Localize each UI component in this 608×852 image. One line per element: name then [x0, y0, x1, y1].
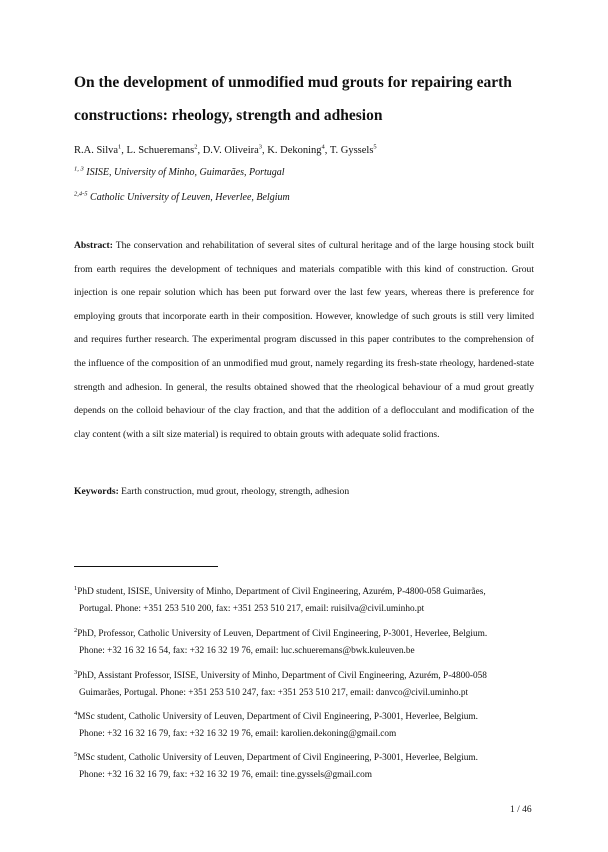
- footnote-line: Phone: +32 16 32 16 79, fax: +32 16 32 19 76, email: tine.gyssels@gmail.com: [79, 770, 373, 780]
- footnote-line: PhD student, ISISE, University of Minho, Department of Civil Engineering, Azurém, P-4800-058 Guimarães,: [77, 587, 486, 597]
- footnote-sup: 3: [74, 668, 78, 676]
- affiliation-sup: 2,4-5: [74, 190, 88, 198]
- affiliation-minho: [74, 167, 285, 178]
- footnote-line: Phone: +32 16 32 16 54, fax: +32 16 32 19 76, email: luc.schueremans@bwk.kuleuven.be: [79, 646, 415, 656]
- footnote-line: Portugal. Phone: +351 253 510 200, fax: +351 253 510 217, email: ruisilva@civil.uminho.pt: [79, 604, 425, 614]
- footnote-line: MSc student, Catholic University of Leuven, Department of Civil Engineering, P-3001, Heverlee, Belgium.: [77, 753, 478, 763]
- author-sup: 3: [258, 143, 263, 151]
- author-sup: 4: [321, 143, 325, 151]
- abstract: [74, 234, 534, 446]
- footnote-line: PhD, Professor, Catholic University of Leuven, Department of Civil Engineering, P-3001, Heverlee, Belgium.: [77, 629, 488, 639]
- footnote-line: MSc student, Catholic University of Leuven, Department of Civil Engineering, P-3001, Heverlee, Belgium.: [77, 712, 478, 722]
- author-name: D.V. Oliveira: [202, 145, 259, 156]
- affiliation-sup: 1, 3: [74, 165, 84, 173]
- footnote: [74, 584, 534, 618]
- author-sup: 2: [194, 143, 198, 151]
- paper-title-line-1: On the development of unmodified mud grouts for repairing earth: [74, 74, 512, 91]
- footnote-sup: 4: [74, 709, 78, 717]
- author-sup: 5: [373, 143, 377, 151]
- footnote-line: PhD, Assistant Professor, ISISE, University of Minho, Department of Civil Engineering, Azurém, P-4800-058: [77, 671, 487, 681]
- page-number: 1 / 46: [510, 805, 532, 815]
- author-list: R.A. Silva$^1$, L. Schueremans$^2$, D.V. Oliveira$^3$, K. Dekoning$^4$, T. Gyssels$^5$: [74, 143, 377, 156]
- abstract-label: Abstract:: [74, 240, 113, 251]
- footnote-sup: 1: [74, 584, 78, 592]
- keywords-text: Earth construction, mud grout, rheology, strength, adhesion: [121, 486, 350, 497]
- footnote-line: Guimarães, Portugal. Phone: +351 253 510 247, fax: +351 253 510 217, email: danvco@civil.uminho.pt: [79, 688, 469, 698]
- paper-title-line-2: constructions: rheology, strength and adhesion: [74, 107, 383, 124]
- footnote: [74, 668, 534, 702]
- affiliation-text: Catholic University of Leuven, Heverlee, Belgium: [90, 192, 290, 203]
- footnote-line: Phone: +32 16 32 16 79, fax: +32 16 32 19 76, email: karolien.dekoning@gmail.com: [79, 729, 397, 739]
- footnote: [74, 626, 534, 660]
- footnote: [74, 750, 534, 784]
- affiliation-text: ISISE, University of Minho, Guimarães, Portugal: [86, 167, 285, 178]
- author-name: L. Schueremans: [126, 145, 195, 156]
- footnote-sup: 2: [74, 626, 78, 634]
- author-name: T. Gyssels: [329, 145, 374, 156]
- footnote-sup: 5: [74, 750, 78, 758]
- keywords: [74, 486, 349, 497]
- footnote-separator: [74, 566, 218, 567]
- keywords-label: Keywords:: [74, 486, 119, 497]
- abstract-text: The conservation and rehabilitation of several sites of cultural heritage and of the large housing stock built from earth requires the development of techniques and materials compatible with this kind of construction. Grout injection is one repair solution which has been put forward over the last few years, whereas there is preference for employing grouts that incorporate earth in their composition. However, knowledge of such grouts is still very limited and requires further research. The experimental program discussed in this paper contributes to the comprehension of the influence of the composition of an unmodified mud grout, namely regarding its fresh-state rheology, hardened-state strength and adhesion. In general, the results obtained showed that the rheological behaviour of a mud grout greatly depends on the colloid behaviour of the clay fraction, and that the addition of a deflocculant and modification of the clay content (with a silt size material) is required to obtain grouts with adequate solid fractions.: [74, 240, 534, 440]
- author-sup: 1: [118, 143, 122, 151]
- author-name: R.A. Silva: [74, 145, 119, 156]
- author-name: K. Dekoning: [267, 145, 322, 156]
- footnote: [74, 709, 534, 743]
- affiliation-leuven: [74, 192, 290, 203]
